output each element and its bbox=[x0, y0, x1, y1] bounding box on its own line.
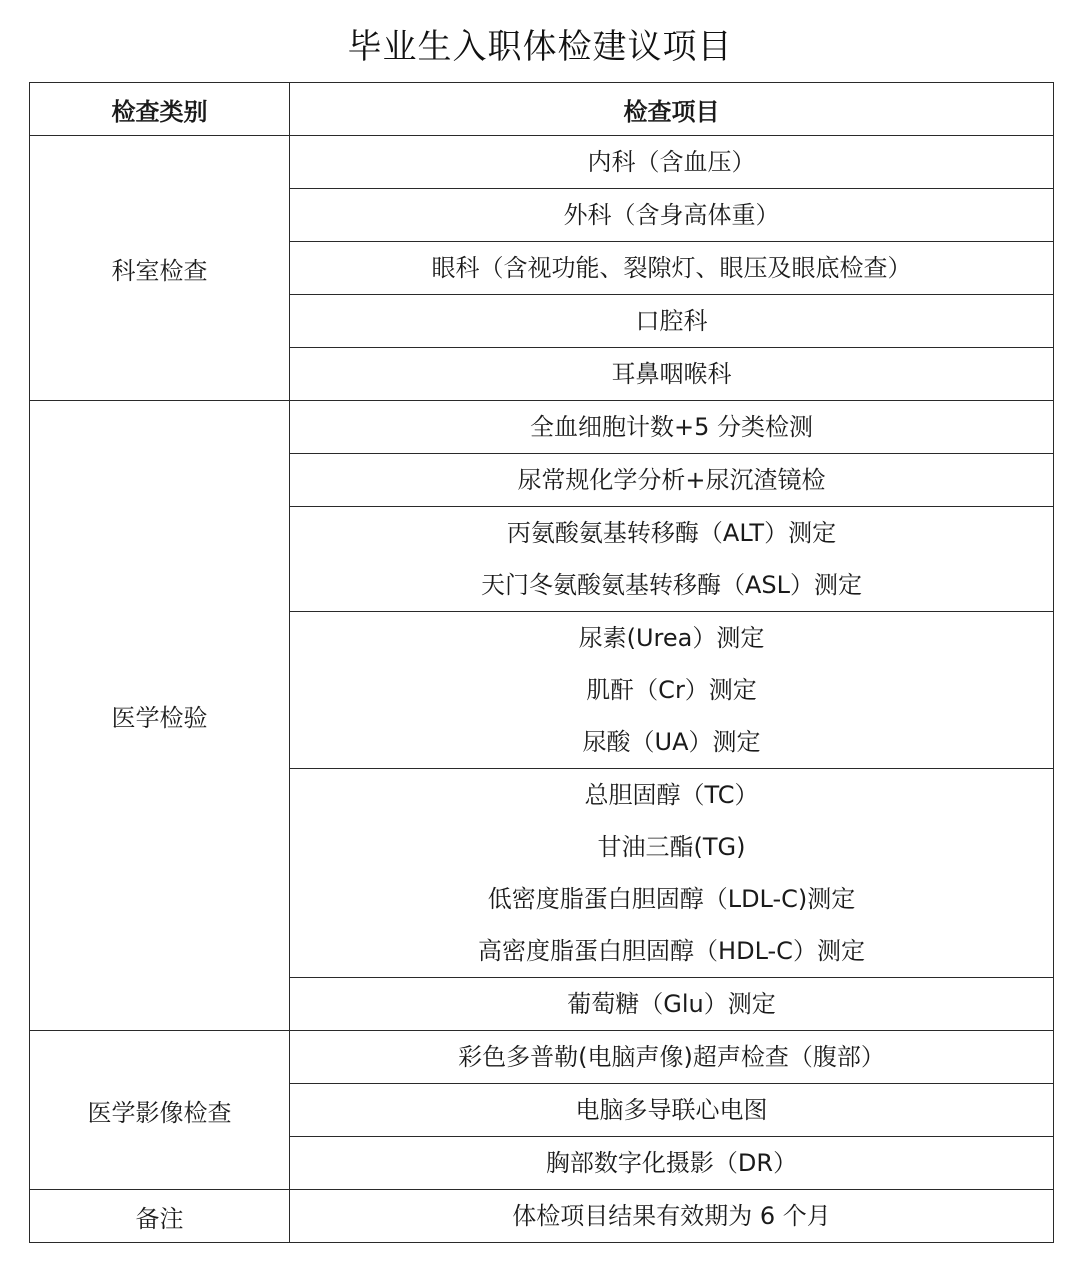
item-cell bbox=[290, 454, 1054, 507]
item-cell bbox=[290, 136, 1054, 189]
exam-item: 天门冬氨酸氨基转移酶（ASL）测定 bbox=[480, 571, 863, 599]
item-cell bbox=[290, 348, 1054, 401]
exam-item: 全血细胞计数+5 分类检测 bbox=[529, 413, 813, 441]
exam-item: 甘油三酯(TG) bbox=[597, 833, 746, 861]
category-cell: 医学影像检查 bbox=[30, 1031, 290, 1190]
item-cell bbox=[290, 295, 1054, 348]
exam-item: 耳鼻咽喉科 bbox=[611, 360, 732, 388]
table-header-row bbox=[30, 83, 1054, 136]
item-cell bbox=[290, 242, 1054, 295]
item-cell bbox=[290, 1031, 1054, 1084]
table-row bbox=[30, 136, 1054, 189]
table-row bbox=[30, 1031, 1054, 1084]
exam-item: 丙氨酸氨基转移酶（ALT）测定 bbox=[506, 519, 837, 547]
exam-item: 彩色多普勒(电脑声像)超声检查（腹部） bbox=[458, 1043, 885, 1071]
page-title: 毕业生入职体检建议项目 bbox=[347, 27, 733, 67]
exam-item: 内科（含血压） bbox=[587, 148, 756, 176]
exam-item: 低密度脂蛋白胆固醇（LDL-C)测定 bbox=[487, 885, 856, 913]
exam-item: 眼科（含视功能、裂隙灯、眼压及眼底检查） bbox=[431, 254, 912, 282]
exam-item: 葡萄糖（Glu）测定 bbox=[567, 990, 776, 1018]
item-cell bbox=[290, 612, 1054, 769]
item-cell bbox=[290, 769, 1054, 978]
exam-item: 电脑多导联心电图 bbox=[575, 1096, 768, 1124]
exam-table bbox=[29, 82, 1054, 1243]
item-cell bbox=[290, 401, 1054, 454]
item-cell bbox=[290, 978, 1054, 1031]
exam-item: 尿常规化学分析+尿沉渣镜检 bbox=[517, 466, 826, 494]
remark-text: 体检项目结果有效期为 6 个月 bbox=[512, 1202, 831, 1230]
category-cell: 备注 bbox=[30, 1190, 290, 1243]
header-items: 检查项目 bbox=[290, 83, 1054, 136]
item-cell bbox=[290, 1190, 1054, 1243]
item-cell bbox=[290, 1137, 1054, 1190]
exam-item: 尿酸（UA）测定 bbox=[582, 728, 761, 756]
category-cell: 医学检验 bbox=[30, 401, 290, 1031]
table-row bbox=[30, 401, 1054, 454]
exam-item: 胸部数字化摄影（DR） bbox=[545, 1149, 798, 1177]
exam-item: 外科（含身高体重） bbox=[563, 201, 780, 229]
item-cell bbox=[290, 1084, 1054, 1137]
exam-item: 总胆固醇（TC） bbox=[584, 781, 759, 809]
header-category: 检查类别 bbox=[30, 83, 290, 136]
exam-item: 尿素(Urea）测定 bbox=[578, 624, 765, 652]
item-cell bbox=[290, 507, 1054, 612]
exam-item: 高密度脂蛋白胆固醇（HDL-C）测定 bbox=[478, 937, 865, 965]
exam-item: 口腔科 bbox=[635, 307, 708, 335]
table-row bbox=[30, 1190, 1054, 1243]
item-cell bbox=[290, 189, 1054, 242]
category-cell: 科室检查 bbox=[30, 136, 290, 401]
exam-item: 肌酐（Cr）测定 bbox=[586, 676, 757, 704]
